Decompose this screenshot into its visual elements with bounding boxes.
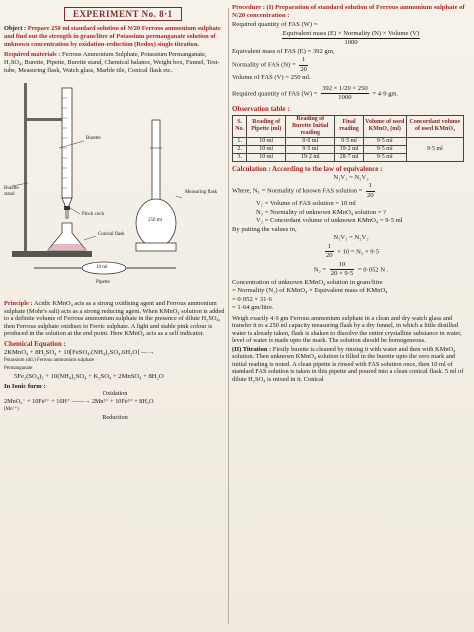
table-cell: 9·5 ml — [363, 137, 406, 145]
principle-paragraph — [4, 300, 226, 338]
table-cell: 1. — [233, 137, 247, 145]
observation-table — [232, 115, 464, 162]
table-cell: 9·5 ml — [363, 153, 406, 161]
n2-num: 10 — [330, 261, 354, 271]
reduction-label: Reduction — [102, 414, 128, 421]
measuring-flask-base — [136, 243, 176, 251]
pipette-label: Pipette — [96, 280, 110, 285]
flask-volume-label: 250 ml — [148, 218, 163, 223]
column-divider — [228, 8, 229, 624]
calc-label: Required quantity of FAS (W) = — [232, 90, 318, 98]
sub-frac — [325, 243, 334, 261]
where-den: 20 — [366, 191, 374, 199]
pinch-cock — [64, 206, 70, 210]
n2-result: = 0·052 N . — [357, 266, 389, 274]
required-qty-denominator: 1000 — [344, 39, 358, 46]
calculation-heading: Calculation : According to the law of equivalence : — [232, 164, 383, 173]
table-cell: 9·5 ml — [363, 145, 406, 153]
oxidation-label: Oxidation — [102, 389, 128, 397]
table-header: S. No. — [233, 115, 247, 137]
n2-row: N₂ = Normality of unknown KMnO₄ solution = ? — [256, 208, 386, 216]
table-cell: 19·2 ml — [335, 145, 363, 153]
required-qty-frac — [282, 30, 420, 48]
stand-clamp — [26, 118, 66, 121]
conical-flask-label: Conical flask — [98, 232, 125, 237]
calc-num: 392 × 1/20 × 250 — [321, 85, 369, 95]
equation-1: 2KMnO₄ + 8H₂SO₄ + 10[FeSO₄.(NH₄)₂SO₄.6H₂O] —→ — [4, 348, 155, 356]
equation-2: 5Fe₂(SO₄)₃ + 10(NH₄)₂SO₄ + K₂SO₄ + 2MnSO₄ + 8H₂O — [14, 373, 164, 380]
table-cell: 10 ml — [247, 137, 286, 145]
putting-row: By putting the values in, — [232, 225, 297, 233]
principle-text: Acidic KMnO₄ acts as a strong oxidising agent and Ferrous ammonium sulphate (Mohr's salt) acts as a strong reducing agent. When KMnO₄ solution is added to a definite volume of Ferrous ammonium sulphate in the presence of dilute H₂SO₄, then Ferrous sulphate oxidises to Ferric sulphate. A light and stable pink colour is produced in the solution at the end point. Here KMnO₄ acts as a self indicator. — [4, 300, 225, 337]
calc-den: 1000 — [338, 94, 352, 101]
measuring-flask-neck — [152, 120, 160, 200]
normality-num: 1 — [299, 56, 308, 66]
table-cell: 9·5 ml — [335, 137, 363, 145]
normality-label: Normality of FAS (N) = — [232, 61, 296, 69]
burette-label: Burette — [86, 136, 101, 141]
object-text: Prepare 250 ml standard solution of N/20 Ferrous ammonium sulphate and find out the strength in gram/litre of Potassium permanganate solution of unknown concentration by oxidation-reduction (Redox) single titration. — [4, 25, 221, 48]
table-header: Reading of Pipette (ml) — [247, 115, 286, 137]
sub-den: 20 — [325, 252, 333, 259]
table-cell: 10 ml — [247, 153, 286, 161]
object-label: Object : — [4, 25, 27, 32]
equation-1-sub2: Permanganate — [4, 366, 33, 371]
normality-frac — [299, 56, 308, 74]
required-qty-numerator: Equivalent mass (E) × Normality (N) × Volume (V) — [282, 30, 420, 40]
calc-row — [232, 85, 470, 103]
titration-label: (II) Titration : — [232, 345, 272, 353]
table-cell: 3. — [233, 153, 247, 161]
apparatus-svg — [4, 78, 224, 300]
required-label: Required materials : — [4, 51, 61, 58]
object-paragraph — [4, 25, 226, 49]
pipette-volume-label: 10 ml — [96, 265, 108, 270]
sub-num: 1 — [325, 243, 334, 253]
measuring-flask-bulb — [136, 199, 176, 247]
table-cell: 0·0 ml — [286, 137, 335, 145]
experiment-title: EXPERIMENT No. 8·1 — [64, 7, 182, 21]
required-paragraph — [4, 51, 226, 75]
conc-line-1: Concentration of unknown KMnO₄ solution in gram/litre — [232, 278, 383, 286]
table-header-row — [233, 115, 464, 137]
stand-base — [12, 251, 92, 257]
titration-text: Firstly burette is cleaned by rinsing it with water and then with KMnO₄ solution. Then unknown KMnO₄ solution is filled in the burette upto the zero mark and initial reading is noted. A clean pipette is rinsed with FAS solution once, then 10 ml of standard FAS solution is taken in this pipette and poured into a clean conical flask. 5 ml of dilute H₂SO₄ is mixed in it. Conical — [232, 345, 464, 383]
table-cell: 2. — [233, 145, 247, 153]
measuring-flask-label: Measuring flask — [184, 190, 218, 195]
table-cell: 28·7 ml — [335, 153, 363, 161]
table-row — [233, 137, 464, 145]
table-header: Volume of used KMnO₄ (ml) — [363, 115, 406, 137]
n2-eq-label: N₂ = — [313, 266, 327, 274]
n2-result-row — [232, 261, 470, 279]
law2-row: N₁V₁ = N₂V₂ — [333, 234, 369, 241]
table-header: Final reading — [335, 115, 363, 137]
table-cell-concordant: 9·5 ml — [406, 137, 463, 161]
burette-stand-label: Burette stand — [4, 186, 19, 197]
ionic-equation: 2MnO₄⁻ + 10Fe²⁺ + 16H⁺ ——→ 2Mn²⁺ + 10Fe³⁺ + 8H₂O — [4, 397, 154, 405]
calc-result: = 4·9 gm. — [372, 90, 399, 98]
left-column — [4, 4, 226, 628]
conc-line-2: = Normality (N₂) of KMnO₄ × Equivalent mass of KMnO₄ — [232, 287, 388, 294]
burette-tube — [62, 88, 72, 198]
where-num: 1 — [366, 182, 375, 192]
sub-text: × 10 = N₂ × 9·5 — [337, 248, 380, 256]
ionic-sub: (Mn⁷⁺) — [4, 407, 19, 412]
principle-label: Principle : — [4, 300, 33, 307]
where-row — [232, 182, 470, 200]
n2-den: 20 × 9·5 — [330, 270, 354, 277]
n2-frac — [330, 261, 354, 279]
table-header: Concordant volume of used KMnO₄ — [406, 115, 463, 137]
table-cell: 9·5 ml — [286, 145, 335, 153]
weigh-paragraph: Weigh exactly 4·9 gm Ferrous ammonium sulphate in a clean and dry watch glass and transfer it to a 250 ml capacity measuring flask by a dry funnel, in which a little distilled water is already taken, flask is shaken to dissolve the entire crystalline substance in water, level of water is made upto the mark. The solution should be homogeneous. — [232, 314, 462, 344]
table-header: Reading of Burette Initial reading — [286, 115, 335, 137]
conc-line-4: = 1·64 gm/litre. — [232, 304, 274, 311]
required-qty-fraction — [232, 30, 470, 48]
conc-line-3: = 0·052 × 31·6 — [232, 295, 272, 303]
calc-frac — [321, 85, 369, 103]
volume-row: Volume of FAS (V) = 250 ml. — [232, 74, 311, 81]
pinch-cock-label: Pinch cock — [82, 212, 105, 217]
substitution-row — [232, 243, 470, 261]
observation-heading: Observation table : — [232, 104, 290, 113]
required-qty-label: Required quantity of FAS (W) = — [232, 21, 318, 28]
required-qty-row — [232, 21, 470, 30]
v2-row: V₂ = Concordant volume of unknown KMnO₄ = 9·5 ml — [256, 217, 403, 224]
chemical-equation-heading: Chemical Equation : — [4, 339, 66, 348]
normality-den: 20 — [300, 65, 307, 73]
where-frac — [366, 182, 375, 200]
right-column — [232, 4, 470, 628]
flask-liquid — [48, 244, 86, 250]
law-equation: N₁V₁ = N₂V₂ — [333, 173, 369, 181]
titration-paragraph — [232, 346, 470, 384]
equivalent-mass: Equivalent mass of FAS (E) = 392 gm, — [232, 47, 335, 55]
ionic-heading: In Ionic form : — [4, 382, 46, 390]
stand-rod — [24, 83, 27, 253]
table-cell: 19·2 ml — [286, 153, 335, 161]
procedure-title: Procedure : (I) Preparation of standard solution of Ferrous ammonium sulphate of N/20 concentration : — [232, 4, 465, 19]
required-text: Ferrous Ammonium Sulphate, Potassium Permanganate, H₂SO₄, Burette, Pipette, Burette stand, Chemical balance, Weight box, Funnel, Test-tube, Measuring flask, Watch glass, Marble tile, Conical flask etc. — [4, 51, 220, 74]
table-cell: 10 ml — [247, 145, 286, 153]
equation-1-sub: Potassium (dil.) Ferrous ammonium sulphate — [4, 358, 95, 363]
where-label: Where, N₁ = Normality of known FAS solution = — [232, 187, 363, 195]
v1-row: V₁ = Volume of FAS solution = 10 ml — [256, 200, 356, 207]
apparatus-diagram — [4, 78, 224, 300]
normality-row — [232, 56, 470, 74]
